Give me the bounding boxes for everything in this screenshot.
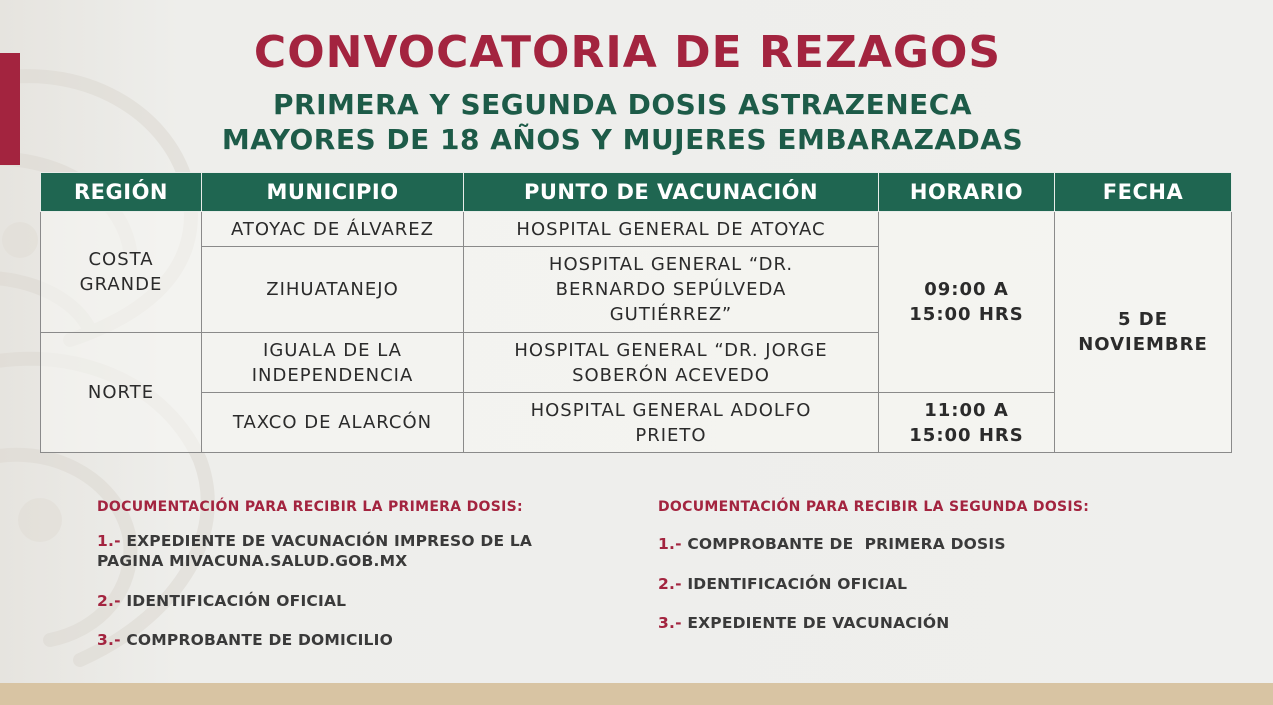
doc-segunda-heading: DOCUMENTACIÓN PARA RECIBIR LA SEGUNDA DOSIS: xyxy=(658,499,1090,515)
doc-item-text: EXPEDIENTE DE VACUNACIÓN IMPRESO DE LA PAGINA MIVACUNA.SALUD.GOB.MX xyxy=(97,532,533,570)
vaccination-table xyxy=(40,172,1232,453)
fecha-cell: 5 DE NOVIEMBRE xyxy=(1055,212,1232,453)
doc-item-number: 2.- xyxy=(658,575,682,593)
doc-primera-item xyxy=(97,531,597,571)
doc-item-text: EXPEDIENTE DE VACUNACIÓN xyxy=(687,614,950,632)
doc-item-number: 1.- xyxy=(97,532,121,550)
header-municipio: MUNICIPIO xyxy=(202,173,464,212)
municipio-cell: ATOYAC DE ÁLVAREZ xyxy=(202,212,464,247)
punto-cell: HOSPITAL GENERAL ADOLFO PRIETO xyxy=(464,393,879,453)
subtitle-poblacion: MAYORES DE 18 AÑOS Y MUJERES EMBARAZADAS xyxy=(221,123,1024,156)
doc-item-text: COMPROBANTE DE PRIMERA DOSIS xyxy=(687,535,1006,553)
doc-item-text: IDENTIFICACIÓN OFICIAL xyxy=(687,575,908,593)
doc-primera-item xyxy=(97,630,597,650)
bottom-band xyxy=(0,683,1273,705)
table-row xyxy=(41,393,1232,453)
doc-item-number: 3.- xyxy=(97,631,121,649)
doc-primera-heading: DOCUMENTACIÓN PARA RECIBIR LA PRIMERA DOSIS: xyxy=(97,499,523,515)
doc-segunda-item xyxy=(658,613,1178,633)
page-title: CONVOCATORIA DE REZAGOS xyxy=(253,27,1002,78)
doc-primera-item xyxy=(97,591,597,611)
punto-cell: HOSPITAL GENERAL “DR. BERNARDO SEPÚLVEDA GUTIÉRREZ” xyxy=(464,247,879,333)
header-fecha: FECHA xyxy=(1055,173,1232,212)
subtitle-dosis: PRIMERA Y SEGUNDA DOSIS ASTRAZENECA xyxy=(272,88,972,121)
header-horario: HORARIO xyxy=(879,173,1055,212)
header-region: REGIÓN xyxy=(41,173,202,212)
municipio-cell: ZIHUATANEJO xyxy=(202,247,464,333)
punto-cell: HOSPITAL GENERAL DE ATOYAC xyxy=(464,212,879,247)
doc-item-text: COMPROBANTE DE DOMICILIO xyxy=(126,631,393,649)
doc-item-number: 1.- xyxy=(658,535,682,553)
header-punto: PUNTO DE VACUNACIÓN xyxy=(464,173,879,212)
table-row xyxy=(41,212,1232,247)
horario-cell: 09:00 A 15:00 HRS xyxy=(879,212,1055,393)
doc-item-text: IDENTIFICACIÓN OFICIAL xyxy=(126,592,347,610)
doc-segunda-item xyxy=(658,574,1178,594)
horario-cell: 11:00 A 15:00 HRS xyxy=(879,393,1055,453)
doc-segunda-item xyxy=(658,534,1178,554)
doc-item-number: 2.- xyxy=(97,592,121,610)
table-header-row xyxy=(41,173,1232,212)
region-cell: COSTA GRANDE xyxy=(41,212,202,333)
municipio-cell: IGUALA DE LA INDEPENDENCIA xyxy=(202,333,464,393)
municipio-cell: TAXCO DE ALARCÓN xyxy=(202,393,464,453)
region-cell: NORTE xyxy=(41,333,202,453)
punto-cell: HOSPITAL GENERAL “DR. JORGE SOBERÓN ACEVEDO xyxy=(464,333,879,393)
doc-item-number: 3.- xyxy=(658,614,682,632)
